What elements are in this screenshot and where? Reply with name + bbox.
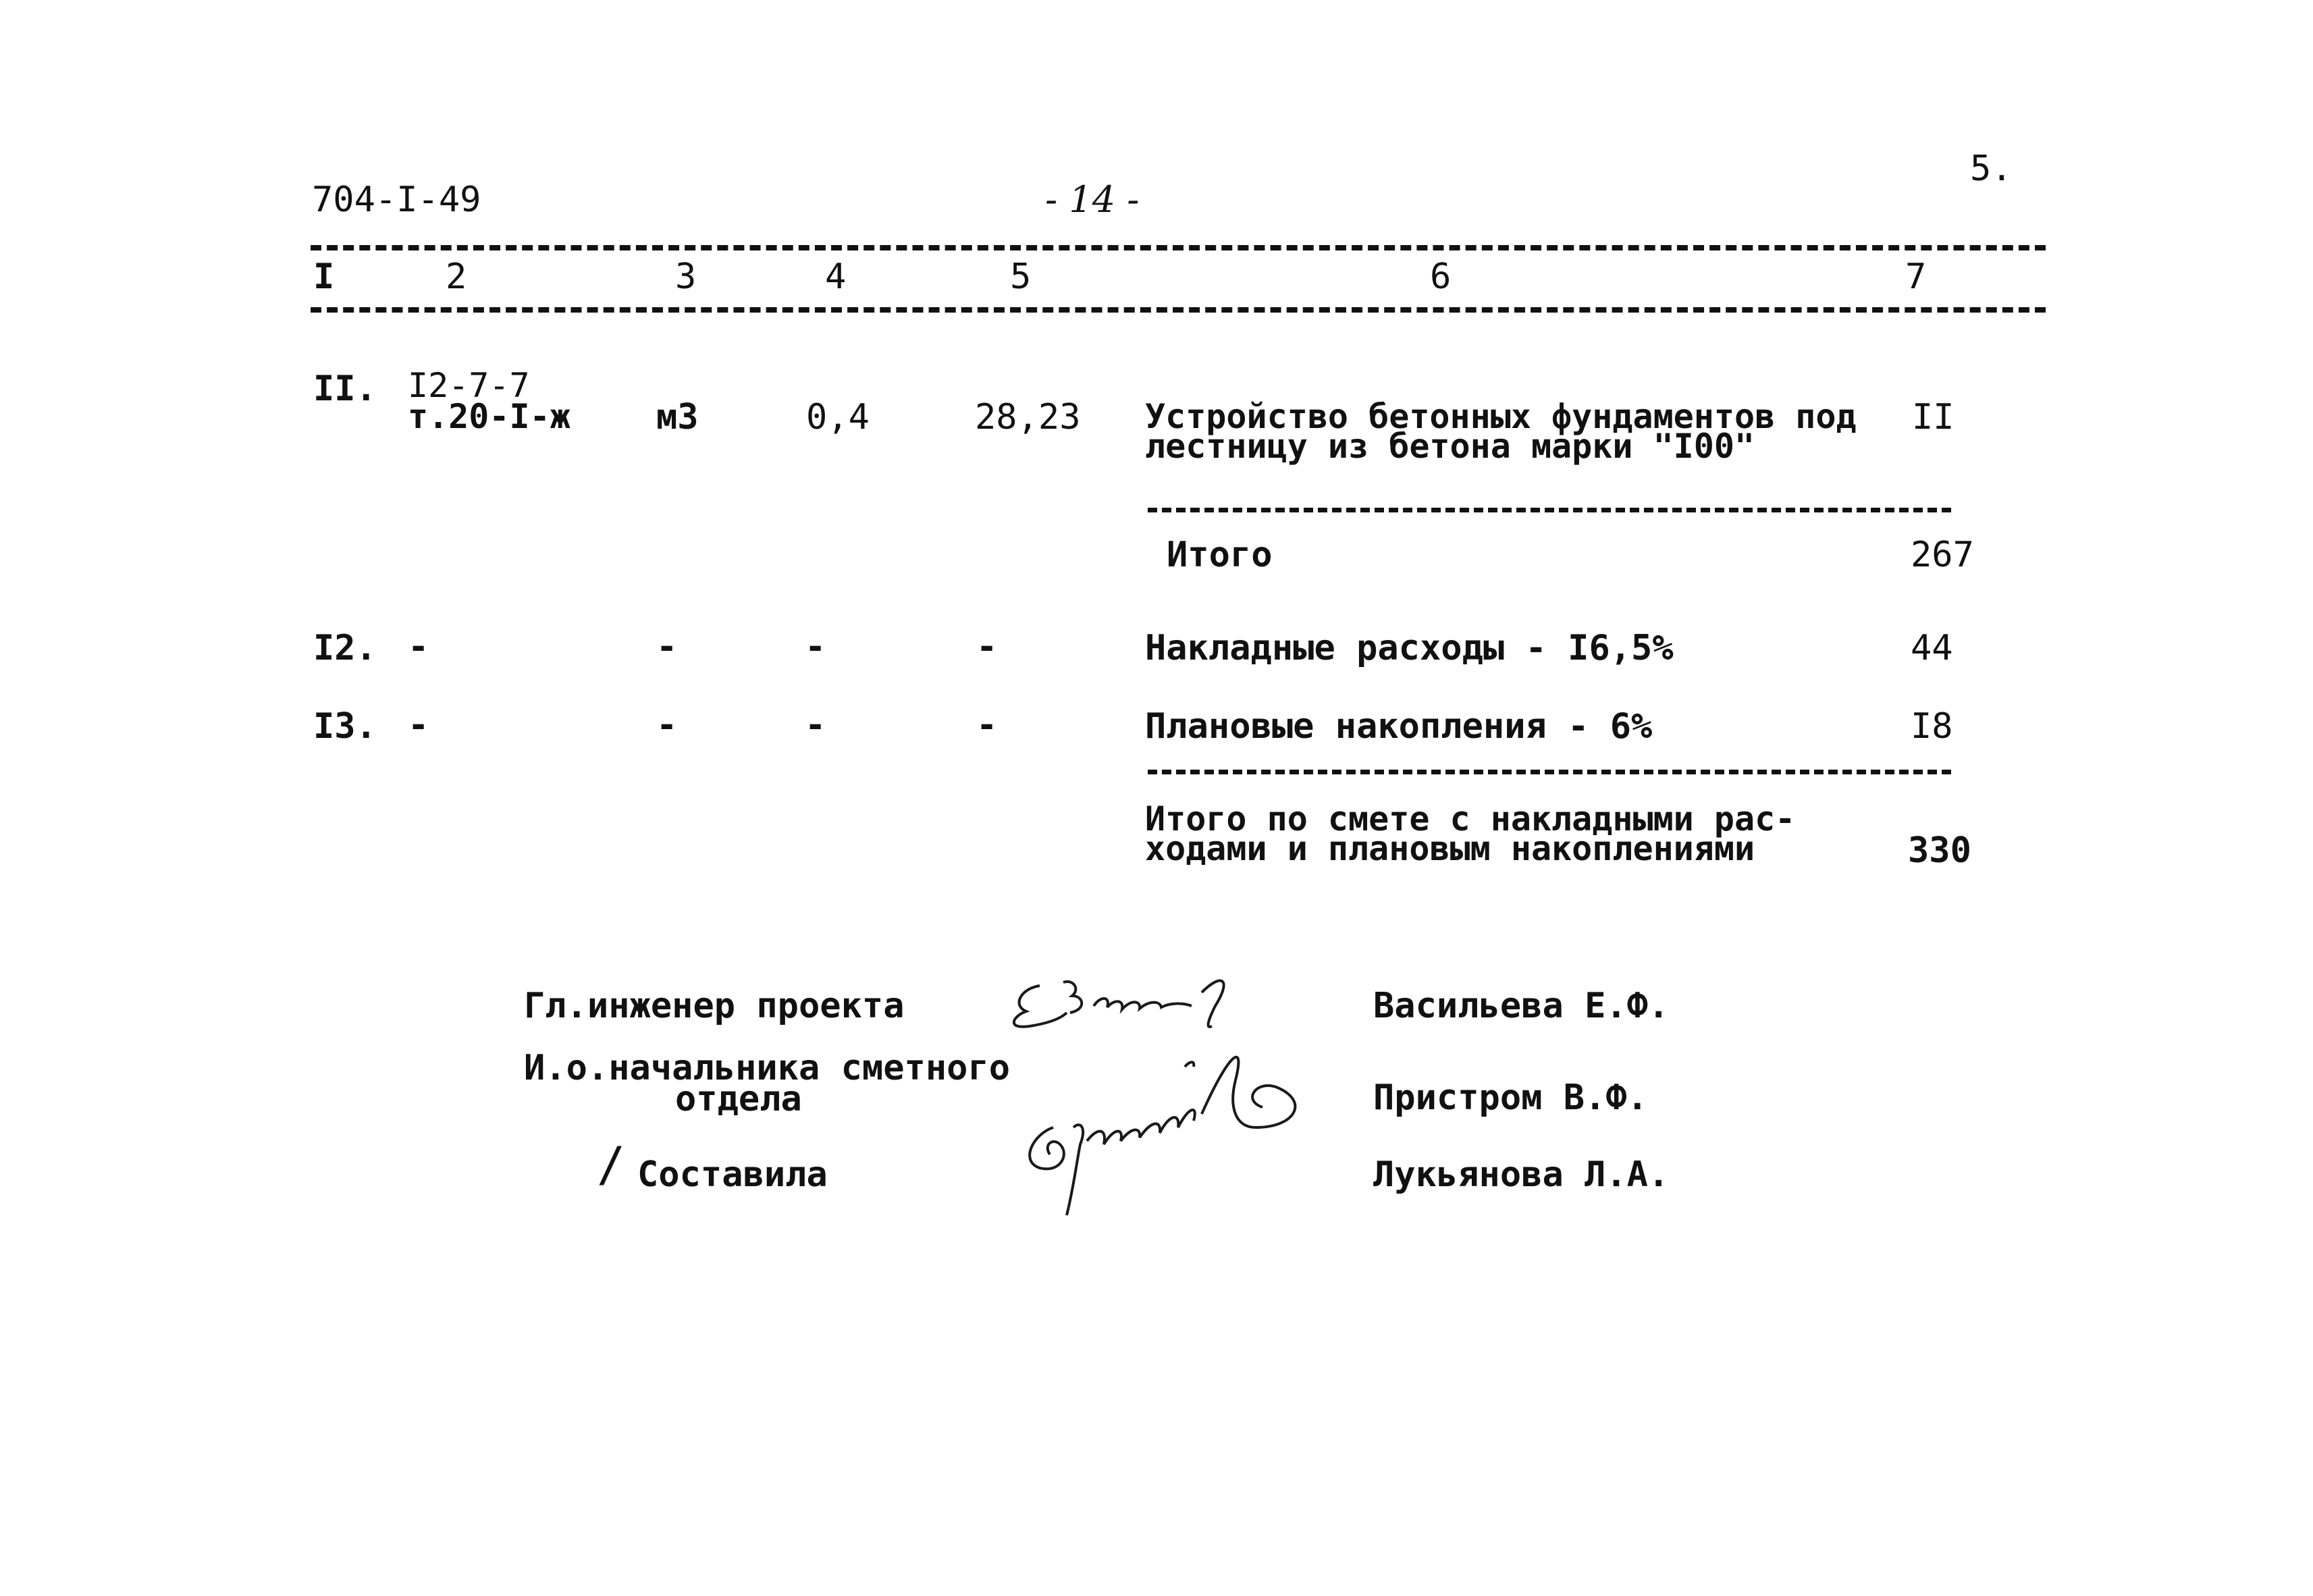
handwritten-signature-2 — [1013, 1026, 1337, 1229]
quantity: - — [805, 627, 826, 667]
unit-price: - — [976, 627, 998, 667]
header-bottom-rule — [311, 307, 2046, 313]
column-header-5: 5 — [1010, 257, 1032, 297]
signature-name-department-head: Пристром В.Ф. — [1373, 1078, 1648, 1118]
subtotal-label: Итого — [1167, 535, 1273, 575]
grand-total-rule — [1148, 770, 1951, 774]
quantity: 0,4 — [806, 397, 870, 437]
column-header-1: I — [313, 257, 335, 297]
row-number: I2. — [313, 628, 377, 668]
column-header-4: 4 — [825, 257, 847, 297]
doc-code: 704-I-49 — [312, 180, 481, 220]
sheet-number: 5. — [1970, 149, 2013, 189]
row-total: I8 — [1911, 706, 1953, 747]
page-number-handwritten: - 14 - — [1045, 178, 1140, 221]
column-header-2: 2 — [446, 257, 467, 297]
norm-code: - — [408, 627, 429, 667]
description: Плановые накопления - 6% — [1145, 706, 1653, 747]
signature-role-chief-engineer: Гл.инженер проекта — [524, 986, 905, 1026]
header-top-rule — [311, 245, 2046, 250]
grand-total-label-line1: Итого по смете с накладными рас- — [1145, 799, 1796, 839]
norm-code-line1: I2-7-7 — [408, 366, 530, 405]
unit-price: 28,23 — [975, 397, 1081, 437]
unit: м3 — [656, 397, 699, 437]
row-total: II — [1912, 397, 1955, 437]
column-header-6: 6 — [1430, 257, 1452, 297]
column-header-7: 7 — [1905, 257, 1927, 297]
row-total: 44 — [1911, 628, 1953, 668]
description-line2: лестницу из бетона марки "I00" — [1145, 427, 1755, 466]
signature-name-compiler: Лукьянова Л.А. — [1373, 1154, 1670, 1195]
signature-role-department-head-line2: отдела — [675, 1079, 802, 1119]
subtotal-rule — [1148, 508, 1951, 512]
column-header-3: 3 — [675, 257, 697, 297]
signature-role-department-head-line1: И.о.начальника сметного — [524, 1048, 1011, 1088]
description-line1: Устройство бетонных фундаментов под — [1145, 397, 1857, 436]
grand-total-value: 330 — [1908, 830, 1971, 871]
subtotal-value: 267 — [1911, 535, 1974, 575]
description: Накладные расходы - I6,5% — [1145, 628, 1674, 668]
unit: - — [656, 705, 678, 745]
row-number: I3. — [313, 706, 377, 747]
unit-price: - — [976, 705, 998, 745]
signature-slash-mark: / — [597, 1137, 626, 1192]
row-number: II. — [313, 369, 377, 409]
unit: - — [656, 627, 678, 667]
norm-code: - — [408, 705, 429, 745]
quantity: - — [805, 705, 826, 745]
norm-code-line2: т.20-I-ж — [408, 397, 570, 436]
signature-name-chief-engineer: Васильева Е.Ф. — [1373, 986, 1670, 1026]
grand-total-label-line2: ходами и плановым накоплениями — [1145, 829, 1755, 868]
signature-role-compiler: Составила — [637, 1154, 828, 1195]
